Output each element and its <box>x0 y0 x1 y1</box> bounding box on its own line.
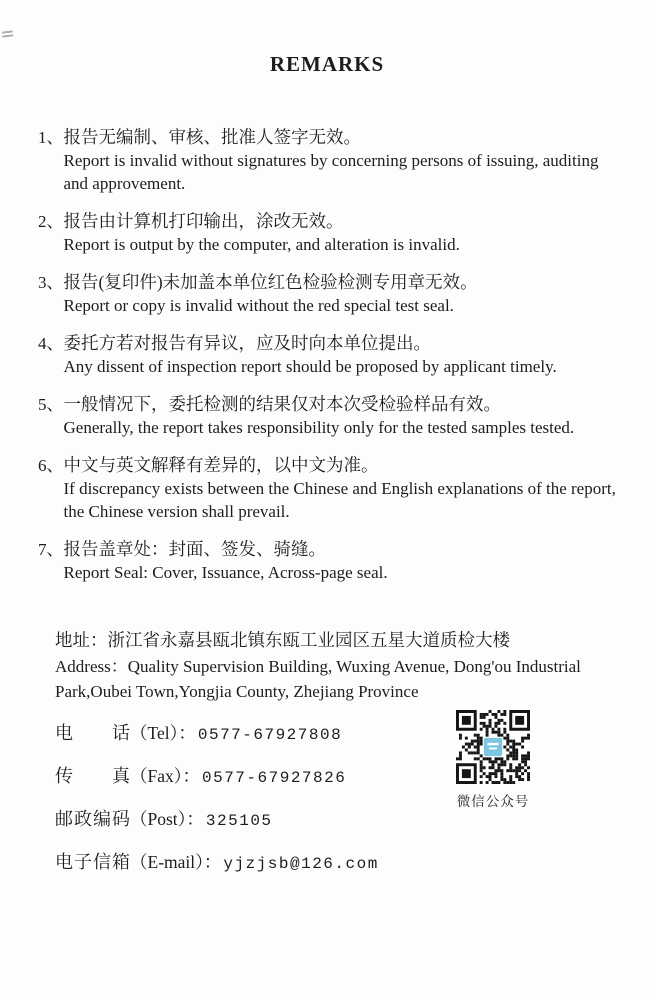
address-zh: 地址：浙江省永嘉县瓯北镇东瓯工业园区五星大道质检大楼 <box>55 630 510 650</box>
remarks-list <box>38 126 620 584</box>
remark-text-en: Report Seal: Cover, Issuance, Across-page seal. <box>63 563 388 582</box>
remark-text-zh: 中文与英文解释有差异的，以中文为准。 <box>63 455 379 475</box>
address-en: Address：Quality Supervision Building, Wuxing Avenue, Dong'ou Industrial Park,Oubei Town,Yongjia County, Zhejiang Province <box>55 656 581 701</box>
remark-number: 1、 <box>38 128 64 147</box>
remark-number: 5、 <box>38 395 64 414</box>
post-label-zh: 邮政编码 <box>55 808 130 829</box>
post-value: 325105 <box>205 811 273 830</box>
tel-label-zh: 电话 <box>55 722 130 743</box>
remark-item-5 <box>38 393 620 439</box>
contact-row-tel <box>55 719 654 742</box>
remark-number: 4、 <box>38 334 64 353</box>
remark-number: 6、 <box>38 456 64 475</box>
contact-block <box>55 719 654 871</box>
remark-text-en: If discrepancy exists between the Chinese and English explanations of the report, the Chinese version shall prevail. <box>63 479 616 521</box>
wechat-qr-caption: 微信公众号 <box>456 794 530 809</box>
remark-number: 2、 <box>38 212 64 231</box>
contact-row-email <box>55 848 654 871</box>
remark-text-zh: 报告盖章处：封面、签发、骑缝。 <box>63 539 326 559</box>
remark-item-6 <box>38 454 620 523</box>
remark-text-zh: 一般情况下，委托检测的结果仅对本次受检验样品有效。 <box>63 394 501 414</box>
page-title: REMARKS <box>269 52 385 76</box>
remark-text-zh: 报告无编制、审核、批准人签字无效。 <box>63 127 361 147</box>
remark-item-2 <box>38 210 620 256</box>
remark-number: 3、 <box>38 273 64 292</box>
post-label-en: （Post）： <box>130 808 204 829</box>
tel-label-en: （Tel）： <box>130 722 196 743</box>
remark-text-zh: 报告由计算机打印输出，涂改无效。 <box>63 211 344 231</box>
remark-text-en: Generally, the report takes responsibility only for the tested samples tested. <box>63 418 575 437</box>
remark-text-en: Report or copy is invalid without the red special test seal. <box>63 296 454 315</box>
fax-value: 0577-67927826 <box>202 768 347 787</box>
fax-label-en: （Fax）： <box>130 765 200 786</box>
wechat-qr-block <box>452 710 534 810</box>
contact-row-post <box>55 805 654 828</box>
remark-text-en: Report is invalid without signatures by concerning persons of issuing, auditing and approvement. <box>63 151 599 193</box>
remark-item-3 <box>38 271 620 317</box>
remark-text-zh: 委托方若对报告有异议，应及时向本单位提出。 <box>63 333 431 353</box>
email-label-en: （E-mail）： <box>130 851 222 872</box>
contact-row-fax <box>55 762 654 785</box>
remark-text-en: Any dissent of inspection report should be proposed by applicant timely. <box>63 357 557 376</box>
remark-text-zh: 报告(复印件)未加盖本单位红色检验检测专用章无效。 <box>63 272 478 292</box>
remark-item-1 <box>38 126 620 195</box>
email-label-zh: 电子信箱 <box>55 851 130 872</box>
address-block <box>55 628 620 705</box>
remark-item-7 <box>38 538 620 584</box>
remark-text-en: Report is output by the computer, and alteration is invalid. <box>63 235 460 254</box>
remark-item-4 <box>38 332 620 378</box>
fax-label-zh: 传真 <box>55 765 130 786</box>
scan-artifact <box>2 30 14 37</box>
email-value: yjzjsb@126.com <box>223 854 379 873</box>
tel-value: 0577-67927808 <box>197 725 343 744</box>
wechat-qr-code-icon <box>456 710 530 784</box>
remark-number: 7、 <box>38 540 64 559</box>
